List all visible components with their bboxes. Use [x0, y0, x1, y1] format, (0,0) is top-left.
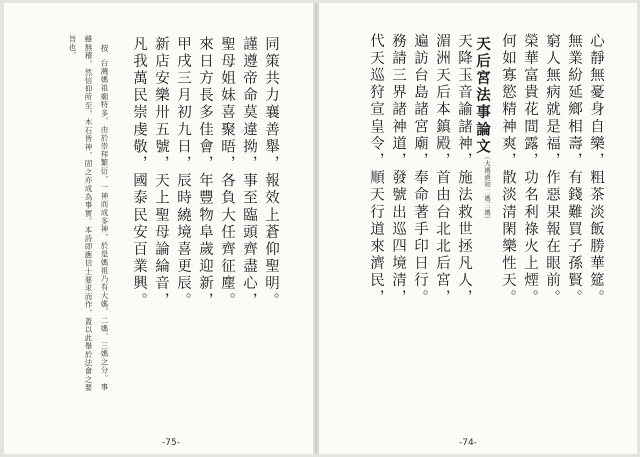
annotation-line: 台灣媽祖廟特多，由於崇拜繁衍，一神而成多神，於是媽祖乃有大媽、二媽、三媽之分。事: [100, 59, 109, 391]
section-title: 天后宮法事論文: [474, 36, 491, 156]
left-page: [4, 3, 315, 454]
poem-line: 凡我萬民崇虔敬，國泰民安百業興。: [131, 36, 147, 310]
poem-line: 來日方長多佳會，年豐物阜歲迎新，: [197, 36, 213, 310]
poem-line: 榮華富貴花間露，功名利祿火上煙。: [522, 33, 538, 307]
poem-line: 何如寡慾精神爽，散淡清閑樂性天。: [500, 33, 516, 307]
poem-line: 新店安樂卅五號，天上聖母論綸音，: [153, 36, 169, 310]
poem-line: 無業紛延鄉相壽，有錢難買子孫賢。: [566, 33, 582, 307]
poem-line: 謹遵帝命莫違拗，事至臨頭齊盡心，: [241, 36, 257, 310]
poem-line: 務請三界諸神道，發號出巡四境清，: [390, 33, 406, 307]
annotation-line: 雖無稽，然信仰所至，木石皆神，固之亦成為事實。本詩即應信士要求而作，蓋以此舉於法會之要: [84, 35, 93, 392]
page-number: -75-: [162, 438, 180, 448]
poem-line: 窮人無病就是福，作惡果報在眼前。: [544, 33, 560, 307]
right-page: [318, 3, 637, 454]
poem-line: 湄洲天后本鎮殿，首由台北北后宮，: [434, 33, 450, 307]
poem-line: 代天巡狩宣皇令，順天行道來濟民，: [368, 33, 384, 307]
poem-line: 聖母姐妹喜聚晤，各負大任齊征塵。: [219, 36, 235, 310]
poem-line: 遍訪台島諸宮廟，奉命著手印日行。: [412, 33, 428, 307]
poem-line: 甲戌三月初九日，辰時繞境喜更辰。: [175, 36, 191, 310]
page-number: -74-: [459, 438, 477, 448]
annotation-line: 旨也。: [68, 35, 77, 60]
poem-line: 心靜無憂身自樂，粗茶淡飯勝華筵。: [588, 33, 604, 307]
section-title-note: （大媽過知二媽三媽）: [483, 153, 491, 223]
poem-line: 同策共力襄善舉，報效上蒼仰聖明。: [263, 36, 279, 310]
annotation-label: 按: [100, 44, 109, 53]
poem-line: 天降玉音諭諸神，施法救世拯凡人，: [456, 33, 472, 307]
